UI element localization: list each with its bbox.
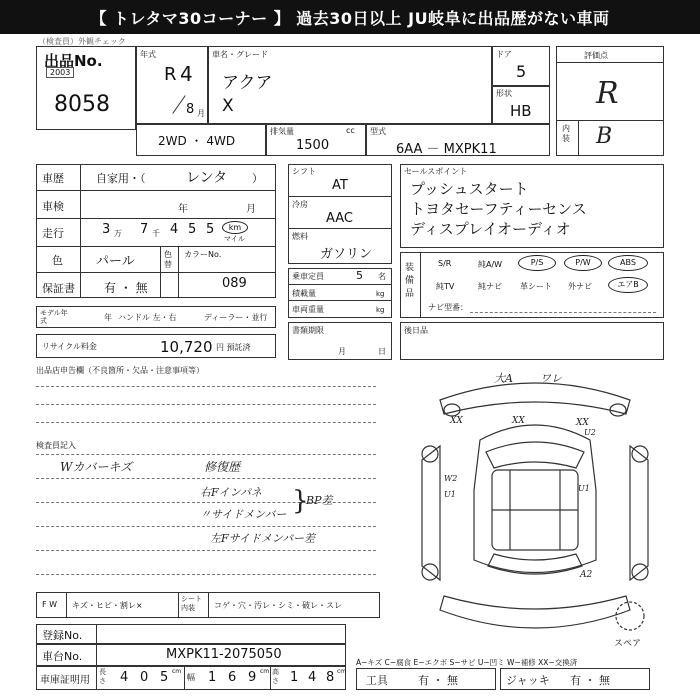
seat-text: コゲ・穴・汚レ・シミ・破レ・スレ (214, 601, 342, 610)
cooler-value: AAC (326, 211, 353, 226)
displacement-value: 1500 (296, 138, 330, 153)
equip-ps: P/S (518, 255, 556, 271)
doc-deadline-label: 書類期限 (292, 326, 324, 335)
weight-unit: kg (376, 306, 385, 314)
height-unit: cm (337, 668, 347, 675)
registration-label: 登録No. (42, 629, 83, 642)
selling-point-1: プッシュスタート (410, 180, 529, 198)
car-diagram (400, 370, 670, 660)
equip-sr: S/R (438, 259, 452, 268)
fuel-label: 燃料 (292, 232, 308, 241)
load-unit: kg (376, 290, 385, 298)
jack-value: 有 ・ 無 (570, 674, 610, 687)
model-code-value: 6AA － MXPK11 (396, 142, 497, 157)
door-label: ドア (496, 50, 512, 59)
color-change-label: 色替 (164, 250, 172, 269)
fw-label: F W (42, 600, 58, 609)
length-digit-3: 5 (160, 670, 169, 685)
grade-label: 評価点 (584, 51, 608, 60)
selling-point-2: トヨタセーフティーセンス (410, 200, 587, 218)
fw-text: キズ・ヒビ・割レ× (72, 601, 143, 610)
color-code: 089 (222, 276, 247, 291)
year-month: 8 (186, 102, 195, 117)
equip-pw: P/W (564, 255, 602, 271)
width-unit: cm (260, 668, 270, 675)
doc-deadline-day: 日 (378, 347, 386, 356)
warranty-value: 有 ・ 無 (104, 281, 148, 295)
shift-label: シフト (292, 167, 316, 176)
damage-mark-2: ワレ (540, 372, 562, 385)
equip-navi: 純ナビ (478, 282, 502, 291)
exhibitor-notes-label: 出品店申告欄（不良箇所・欠品・注意事項等） (36, 366, 204, 375)
width-digit-2: 6 (228, 670, 237, 685)
damage-mark-4: XX (512, 416, 525, 426)
shape-label: 形状 (496, 89, 512, 98)
selling-point-3: ディスプレイオーディオ (410, 220, 571, 238)
handle-options: ハンドル 左・右 (118, 313, 177, 322)
year-value: 4 (180, 62, 193, 86)
recycle-label: リサイクル料金 (42, 342, 97, 351)
car-grade: X (222, 96, 234, 116)
history-options: 自家用・（ (96, 172, 146, 185)
inspector-bp: BP差 (306, 494, 333, 507)
legend: A−キズ C−腐食 E−エクボ S−サビ U−凹ミ W−補修 XX−交換済 (356, 658, 578, 667)
after-date-label: 後日品 (404, 326, 428, 335)
inspector-note-3: 右Fインパネ (200, 486, 262, 499)
length-label: 長さ (99, 668, 106, 685)
inspector-note-1: Wカバーキズ (60, 460, 133, 474)
equip-alloy: 純A/W (478, 260, 503, 269)
displacement-label: 排気量 (270, 127, 294, 136)
lot-stamp: 2003 (46, 67, 74, 78)
year-month-unit: 月 (197, 109, 205, 118)
drive-text: 2WD ・ 4WD (158, 134, 236, 148)
width-label: 幅 (187, 673, 195, 682)
capacity-label: 乗車定員 (292, 272, 324, 281)
jack-label: ジャッキ (506, 674, 550, 687)
mileage-man-unit: 万 (114, 229, 122, 238)
lot-label: 出品No. (44, 52, 103, 70)
length-digit-1: 4 (120, 670, 129, 685)
inspector-note-2: 修復歴 (204, 460, 241, 474)
equip-tv: 純TV (436, 282, 455, 291)
damage-mark-9: U1 (578, 484, 590, 493)
mileage-sen: 7 (140, 222, 149, 237)
name-label: 車名・グレード (212, 50, 268, 59)
model-year-label: モデル年式 (40, 309, 68, 325)
mileage-digit-2: 5 (188, 222, 197, 237)
mileage-man: 3 (102, 222, 111, 237)
doc-deadline-month: 月 (338, 347, 346, 356)
length-digit-2: 0 (140, 670, 149, 685)
inspection-month: 月 (246, 204, 256, 215)
width-digit-1: 1 (208, 670, 217, 685)
mileage-sen-unit: 千 (152, 229, 160, 238)
mileage-unit-mile: マイル (224, 235, 245, 243)
displacement-unit: cc (346, 126, 355, 135)
damage-mark-3: XX (450, 416, 463, 426)
dealer-options: ディーラー・並行 (204, 313, 268, 322)
warranty-label: 保証書 (42, 282, 75, 295)
fuel-value: ガソリン (320, 247, 373, 262)
year-label: 年式 (140, 50, 156, 59)
recycle-value: 10,720 (160, 338, 213, 356)
mileage-digit-3: 5 (206, 222, 215, 237)
equip-navi-model: ナビ型番： (428, 303, 468, 312)
capacity-unit: 名 (378, 272, 386, 281)
equip-airbag: エアB (608, 277, 648, 293)
damage-mark-5: XX (576, 418, 589, 428)
interior-grade: B (596, 124, 613, 149)
after-date-box (400, 322, 664, 360)
equip-leather: 革シート (520, 282, 552, 291)
seat-label: シート内装 (181, 595, 202, 612)
banner-text: 【 トレタマ30コーナー 】 過去30日以上 JU岐阜に出品歴がない車両 (90, 9, 610, 28)
cooler-label: 冷房 (292, 200, 308, 209)
height-digit-1: 1 (290, 670, 299, 685)
width-digit-3: 9 (248, 670, 257, 685)
inspection-label: 車検 (42, 200, 64, 213)
history-close: ） (252, 172, 263, 185)
history-label: 車歴 (42, 172, 64, 185)
history-value: レンタ (186, 170, 228, 186)
height-digit-2: 4 (308, 670, 317, 685)
model-year-unit: 年 (104, 313, 112, 322)
selling-points-label: セールスポイント (404, 167, 468, 176)
mileage-label: 走行 (42, 227, 64, 240)
top-note: （検査員）外観チェック (38, 37, 126, 46)
damage-mark-7: W2 (444, 474, 458, 483)
damage-mark-8: U1 (444, 490, 456, 499)
registration-row (36, 624, 346, 644)
length-unit: cm (172, 668, 182, 675)
color-value: パール (96, 254, 135, 269)
interior-label: 内装 (562, 124, 570, 143)
equip-abs: ABS (608, 255, 648, 271)
damage-mark-1: 大A (494, 372, 513, 385)
recycle-unit: 円 預託済 (216, 343, 251, 352)
mileage-digit-1: 4 (170, 222, 179, 237)
weight-label: 車両重量 (292, 305, 324, 314)
height-label: 高さ (272, 668, 279, 685)
tools-label: 工具 (366, 674, 388, 687)
shape-value: HB (510, 102, 532, 120)
damage-mark-10: A2 (580, 570, 593, 580)
chassis-value: MXPK11-2075050 (166, 647, 282, 662)
inspector-note-4: 〃サイドメンバー (200, 508, 287, 521)
load-label: 積載量 (292, 289, 316, 298)
color-code-label: カラーNo. (184, 250, 222, 259)
certificate-label: 車庫証明用 (40, 675, 90, 686)
equip-ext-navi: 外ナビ (568, 282, 592, 291)
grade-score: R (596, 76, 619, 111)
door-value: 5 (516, 62, 527, 81)
lot-number: 8058 (54, 92, 110, 117)
capacity-value: 5 (356, 269, 363, 282)
inspector-note-5: 左Fサイドメンバー差 (210, 532, 315, 545)
inspection-year: 年 (178, 204, 188, 215)
car-model: アクア (222, 73, 273, 93)
model-code-label: 型式 (370, 127, 386, 136)
tools-value: 有 ・ 無 (418, 674, 458, 687)
damage-mark-6: U2 (584, 428, 596, 437)
equipment-label: 装備品 (405, 263, 415, 299)
spare-label: スペア (614, 639, 642, 649)
color-label: 色 (52, 254, 63, 267)
shift-value: AT (332, 178, 348, 193)
inspector-label: 検査員記入 (36, 441, 76, 450)
mileage-unit-km: km (222, 221, 248, 234)
year-era: R (164, 64, 177, 85)
height-digit-3: 8 (326, 670, 335, 685)
chassis-label: 車台No. (42, 650, 83, 663)
bp-brace: } (292, 486, 309, 516)
